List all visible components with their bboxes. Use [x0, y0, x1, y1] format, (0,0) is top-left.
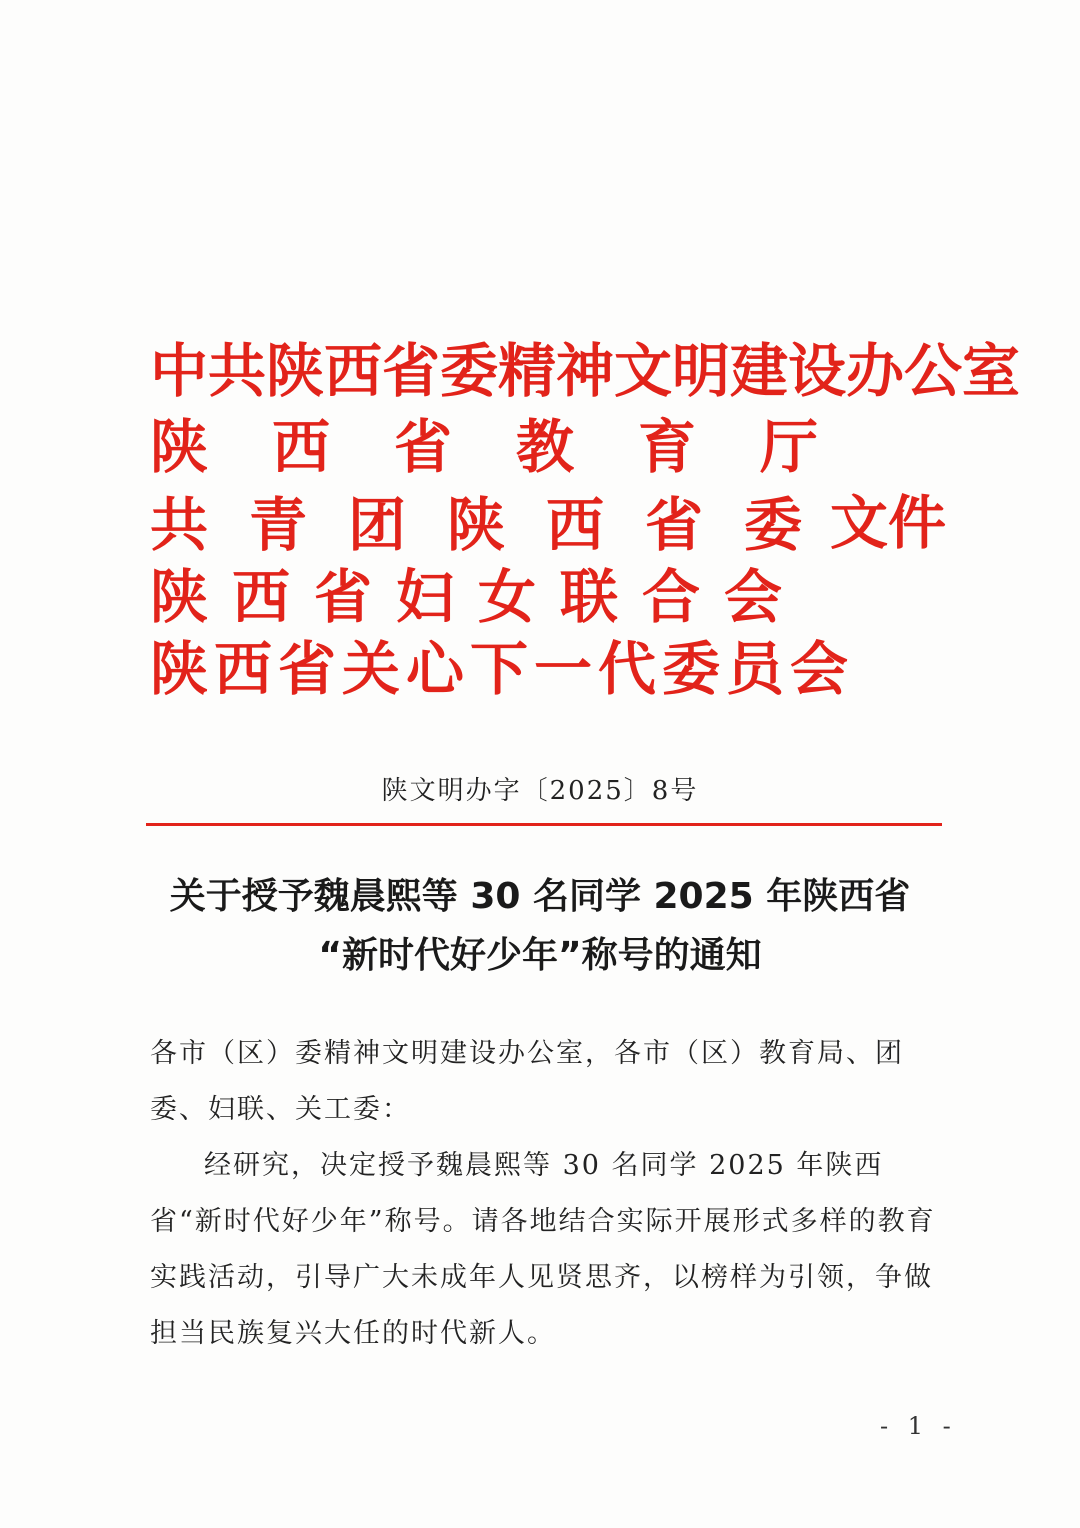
doc-type-suffix: 文件: [830, 489, 947, 557]
issuer-line-2: [150, 413, 883, 481]
body-paragraph: 经研究，决定授予魏晨熙等 30 名同学 2025 年陕西省“新时代好少年”称号。请各地结合实际开展形式多样的教育实践活动，引导广大未成年人见贤思齐，以榜样为引领，争做担当民族复兴大任的时代新人。: [150, 1150, 936, 1349]
issuer-line-1: 中共陕西省委精神文明建设办公室: [150, 337, 1021, 405]
issuer-line-3-text: 共青团陕西省委: [150, 491, 844, 559]
issuer-line-5: 陕西省关心下一代委员会: [150, 635, 855, 703]
red-divider-line: [146, 823, 942, 826]
addressee: 各市（区）委精神文明建设办公室，各市（区）教育局、团委、妇联、关工委：: [150, 1038, 904, 1125]
issuer-line-2-text: 陕西省教育厅: [150, 413, 883, 481]
page-number: - 1 -: [880, 1412, 957, 1440]
title-line-1: 关于授予魏晨熙等 30 名同学 2025 年陕西省: [169, 876, 911, 917]
document-number: 陕文明办字〔2025〕8号: [381, 776, 699, 806]
issuer-line-4: [150, 564, 810, 630]
issuer-line-4-text: 陕西省妇女联合会: [150, 563, 807, 631]
issuer-line-3: [150, 491, 844, 559]
title-line-2: “新时代好少年”称号的通知: [318, 935, 762, 976]
